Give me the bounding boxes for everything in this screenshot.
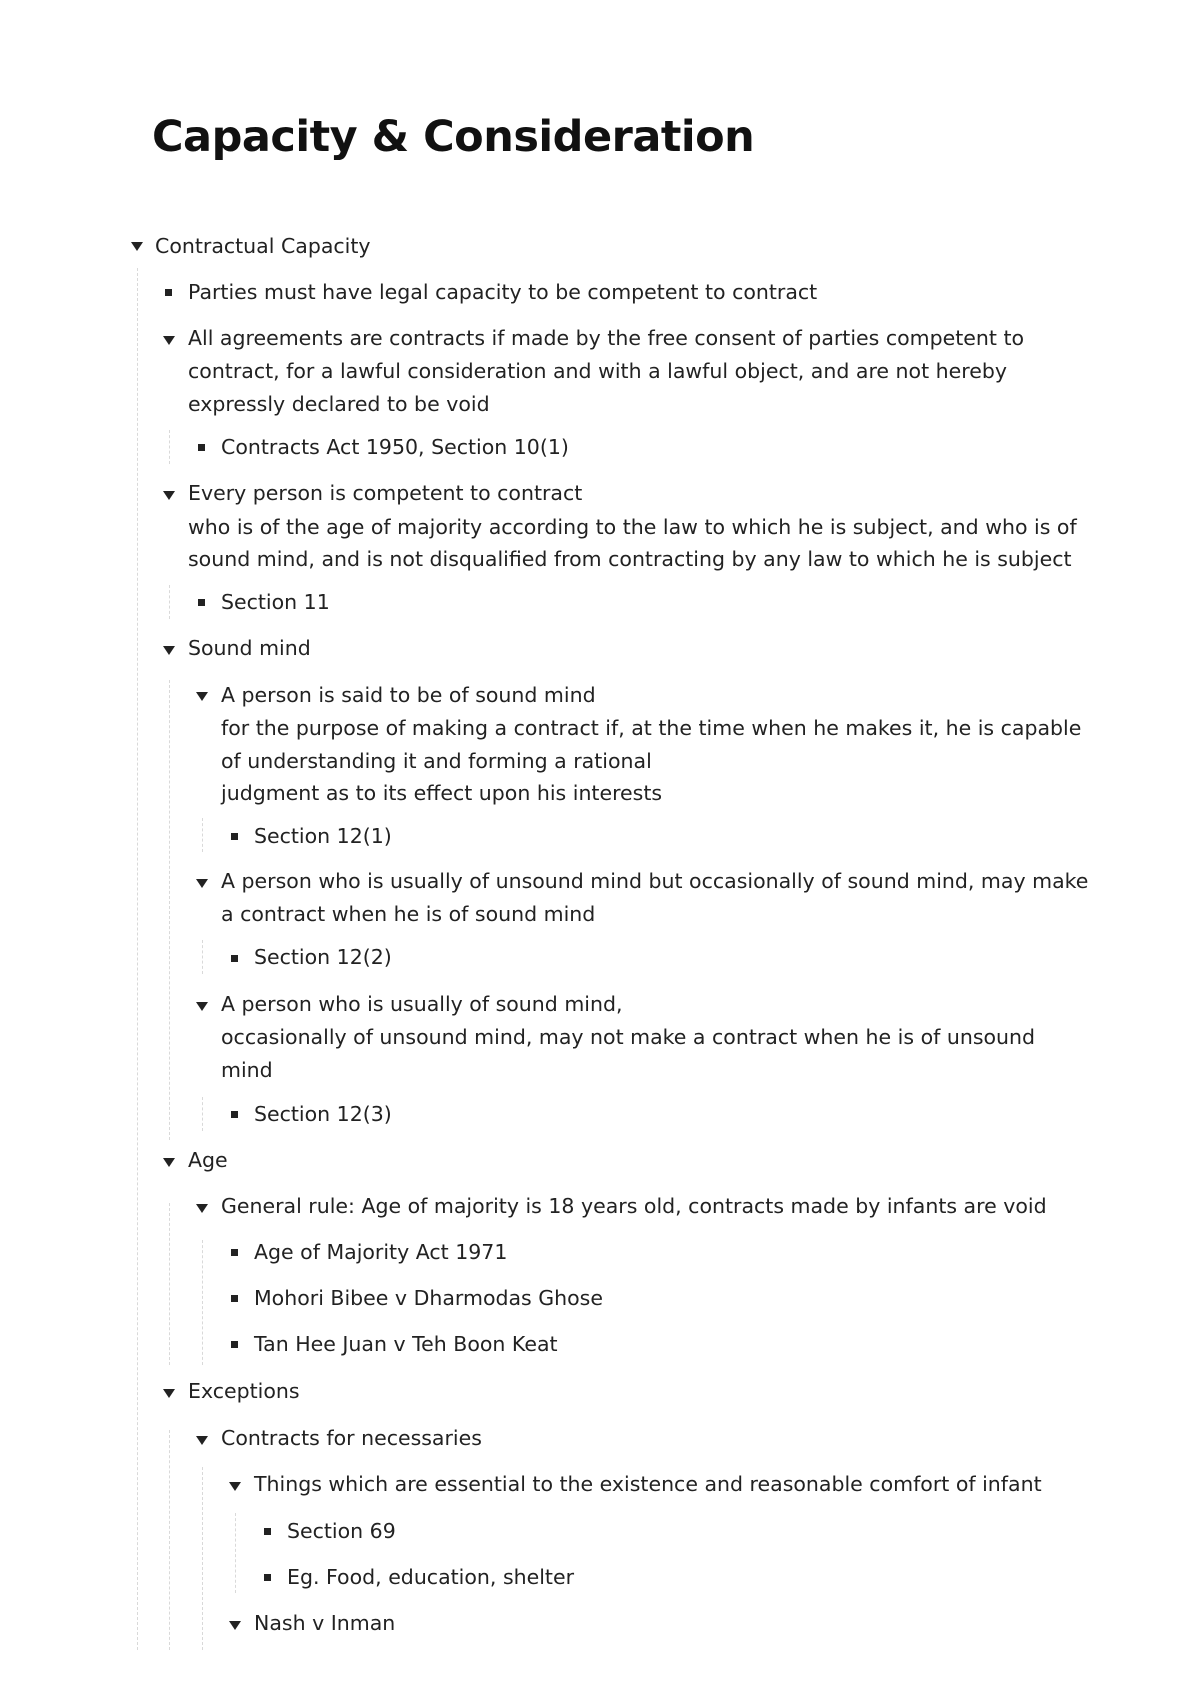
outline-item-section-12-1: Section 12(1) — [254, 824, 392, 848]
bullet-icon — [198, 444, 205, 451]
bullet-icon — [231, 1295, 238, 1302]
outline-item-legal-capacity: Parties must have legal capacity to be competent to contract — [188, 280, 818, 304]
outline-item-age: Age — [188, 1148, 228, 1172]
collapse-toggle-icon[interactable] — [163, 646, 175, 655]
indent-guide — [202, 818, 203, 852]
bullet-icon — [231, 833, 238, 840]
outline-item-all-agreements: expressly declared to be void — [188, 392, 490, 416]
outline-item-usually-sound: mind — [221, 1058, 273, 1082]
outline-item-contractual-capacity: Contractual Capacity — [155, 234, 371, 258]
collapse-toggle-icon[interactable] — [196, 1436, 208, 1445]
outline-item-every-person: who is of the age of majority according to the law to which he is subject, and who is of — [188, 515, 1077, 539]
collapse-toggle-icon[interactable] — [163, 1389, 175, 1398]
bullet-icon — [231, 1341, 238, 1348]
outline-item-usually-unsound: a contract when he is of sound mind — [221, 902, 596, 926]
bullet-icon — [231, 1249, 238, 1256]
outline-item-section-11: Section 11 — [221, 590, 330, 614]
outline-item-section-12-3: Section 12(3) — [254, 1102, 392, 1126]
indent-guide — [202, 1240, 203, 1365]
outline-item-all-agreements: contract, for a lawful consideration and with a lawful object, and are not hereby — [188, 359, 1007, 383]
outline-item-sound-mind-definition: judgment as to its effect upon his interests — [221, 781, 663, 805]
bullet-icon — [231, 1111, 238, 1118]
outline-item-age-of-majority-act: Age of Majority Act 1971 — [254, 1240, 508, 1264]
bullet-icon — [231, 955, 238, 962]
page-title: Capacity & Consideration — [152, 112, 755, 162]
indent-guide — [202, 940, 203, 974]
collapse-toggle-icon[interactable] — [196, 1204, 208, 1213]
indent-guide — [169, 430, 170, 464]
outline-item-section-12-2: Section 12(2) — [254, 945, 392, 969]
indent-guide — [202, 1467, 203, 1650]
outline-item-mohori-bibee: Mohori Bibee v Dharmodas Ghose — [254, 1286, 603, 1310]
outline-item-tan-hee-juan: Tan Hee Juan v Teh Boon Keat — [254, 1332, 558, 1356]
outline-item-nash-v-inman: Nash v Inman — [254, 1611, 396, 1635]
outline-item-contracts-for-necessaries: Contracts for necessaries — [221, 1426, 482, 1450]
outline-item-section-69: Section 69 — [287, 1519, 396, 1543]
collapse-toggle-icon[interactable] — [196, 879, 208, 888]
collapse-toggle-icon[interactable] — [196, 692, 208, 701]
collapse-toggle-icon[interactable] — [163, 336, 175, 345]
indent-guide — [169, 680, 170, 1140]
outline-item-every-person: sound mind, and is not disqualified from contracting by any law to which he is subject — [188, 547, 1072, 571]
outline-item-every-person: Every person is competent to contract — [188, 481, 583, 505]
collapse-toggle-icon[interactable] — [229, 1621, 241, 1630]
outline-item-sound-mind-definition: of understanding it and forming a rational — [221, 749, 652, 773]
collapse-toggle-icon[interactable] — [196, 1002, 208, 1011]
outline-item-section-10-1: Contracts Act 1950, Section 10(1) — [221, 435, 569, 459]
bullet-icon — [264, 1574, 271, 1581]
indent-guide — [202, 1097, 203, 1131]
indent-guide — [137, 268, 138, 1650]
outline-item-essential-things: Things which are essential to the existence and reasonable comfort of infant — [254, 1472, 1042, 1496]
collapse-toggle-icon[interactable] — [163, 1158, 175, 1167]
collapse-toggle-icon[interactable] — [229, 1482, 241, 1491]
outline-item-usually-sound: A person who is usually of sound mind, — [221, 992, 623, 1016]
outline-item-sound-mind: Sound mind — [188, 636, 311, 660]
outline-item-usually-unsound: A person who is usually of unsound mind but occasionally of sound mind, may make — [221, 869, 1089, 893]
outline-item-sound-mind-definition: A person is said to be of sound mind — [221, 683, 596, 707]
outline-item-all-agreements: All agreements are contracts if made by the free consent of parties competent to — [188, 326, 1025, 350]
outline-item-usually-sound: occasionally of unsound mind, may not make a contract when he is of unsound — [221, 1025, 1036, 1049]
outline-item-exceptions: Exceptions — [188, 1379, 300, 1403]
bullet-icon — [165, 289, 172, 296]
collapse-toggle-icon[interactable] — [163, 491, 175, 500]
indent-guide — [235, 1513, 236, 1593]
outline-item-sound-mind-definition: for the purpose of making a contract if, at the time when he makes it, he is capable — [221, 716, 1082, 740]
indent-guide — [169, 585, 170, 619]
indent-guide — [169, 1203, 170, 1365]
collapse-toggle-icon[interactable] — [131, 242, 143, 251]
outline-item-general-rule: General rule: Age of majority is 18 years old, contracts made by infants are void — [221, 1194, 1047, 1218]
indent-guide — [169, 1430, 170, 1650]
bullet-icon — [198, 599, 205, 606]
outline-item-eg-food: Eg. Food, education, shelter — [287, 1565, 574, 1589]
bullet-icon — [264, 1528, 271, 1535]
